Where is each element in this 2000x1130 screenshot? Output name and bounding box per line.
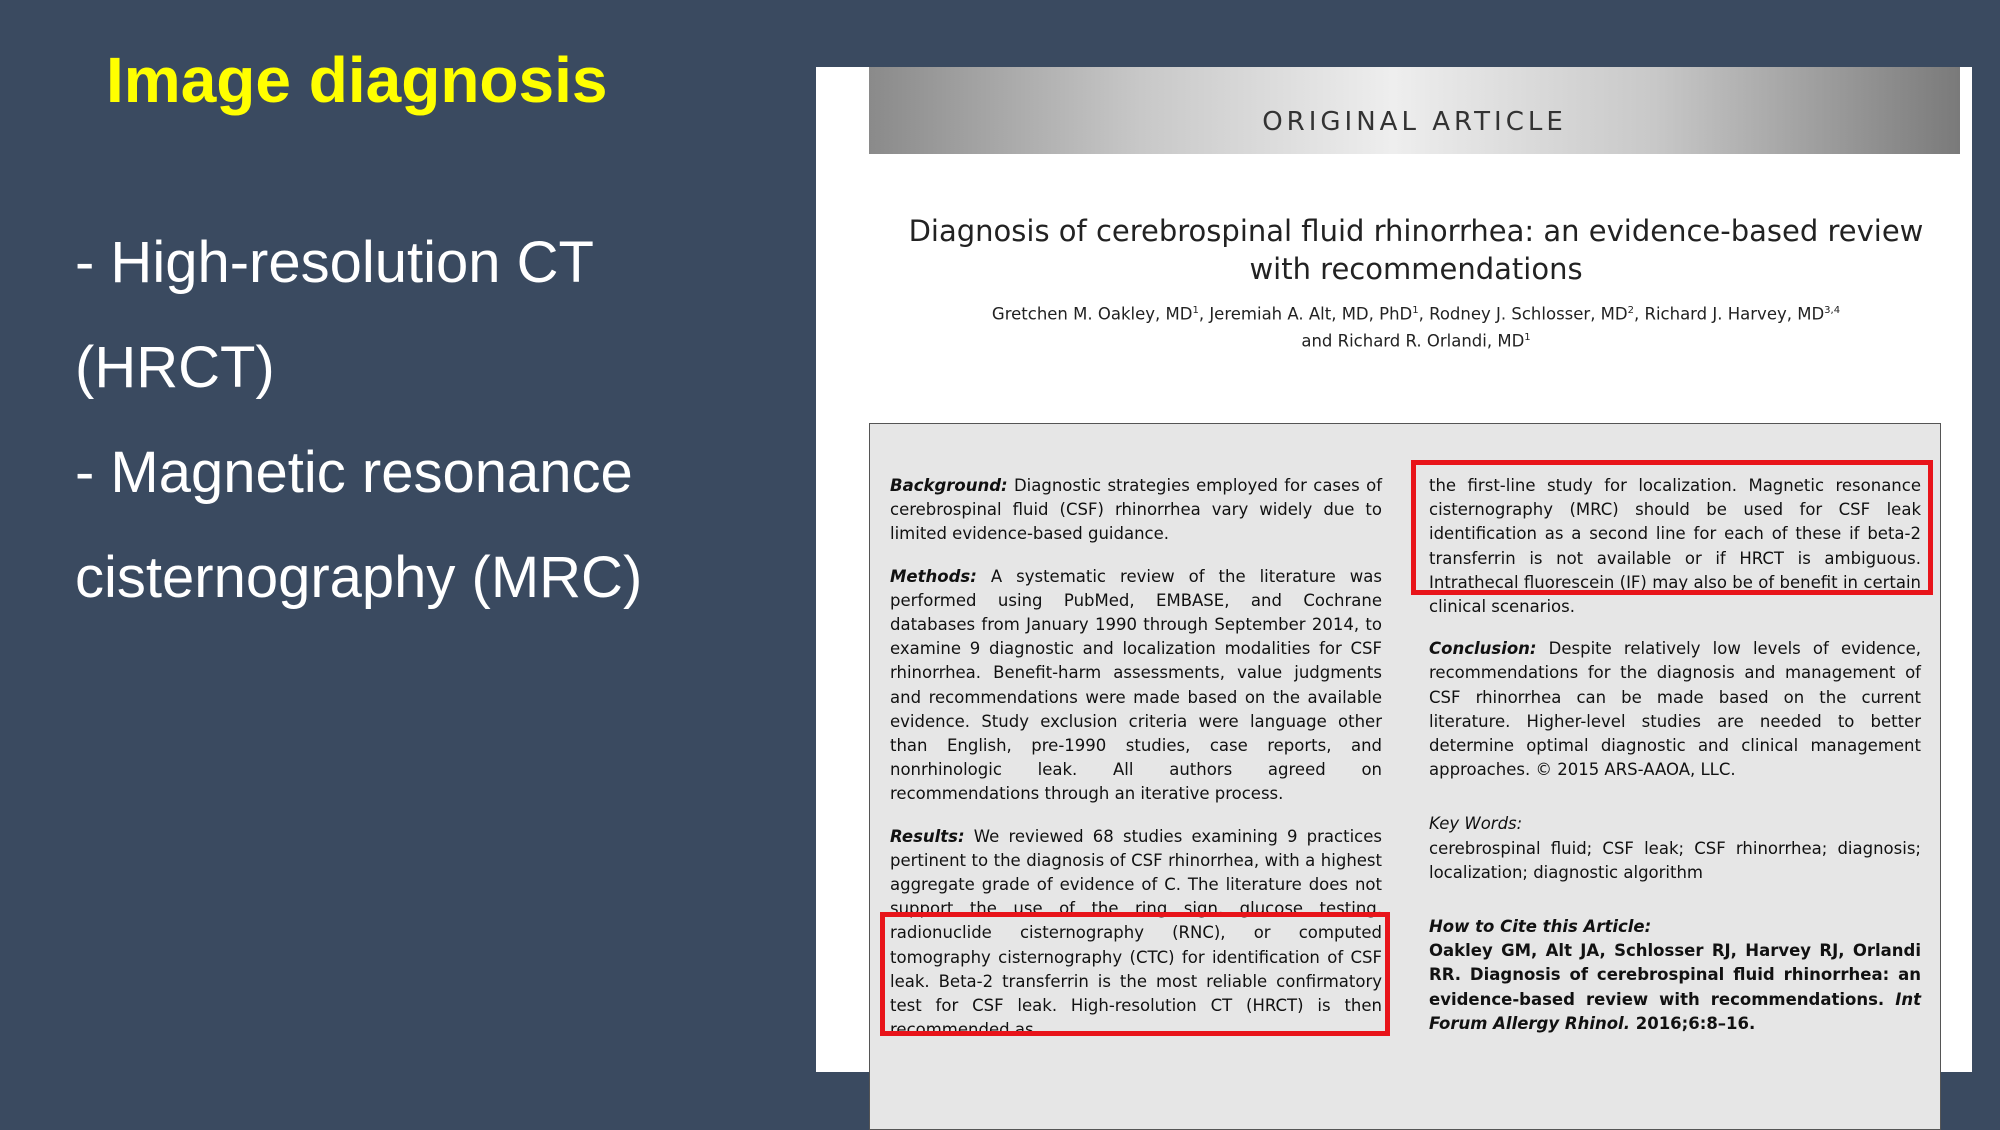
article-authors <box>876 299 1956 352</box>
methods-paragraph: Methods: A systematic review of the literature was performed using PubMed, EMBASE, and Cochrane databases from January 1990 through September 2014, to examine 9 diagnostic and localization modalities for CSF rhinorrhea. Benefit-harm assessments, value judgments and recommendations were made based on the available evidence. Study exclusion criteria were language other than English, pre-1990 studies, case reports, and nonrhinologic leak. All authors agreed on recommendations through an iterative process. <box>890 566 1382 804</box>
results-continued-paragraph: the first-line study for localization. Magnetic resonance cisternography (MRC) should be used for CSF leak identification as a second line for each of these if beta-2 transferrin is not available or if HRCT is ambiguous. Intrathecal fluorescein (IF) may also be of benefit in certain clinical scenarios. <box>1429 476 1921 617</box>
authors-line: and Richard R. Orlandi, $MD^1$ <box>1301 331 1531 350</box>
bullet-line: - High-resolution CT <box>75 230 594 295</box>
article-title-line: with recommendations <box>1249 252 1583 286</box>
citation-paragraph: How to Cite this Article: Oakley GM, Alt JA, Schlosser RJ, Harvey RJ, Orlandi RR. Diagnosis of cerebrospinal fluid rhinorrhea: an evidence-based review with recommendations. Int Forum Allergy Rhinol. 2016;6:8–16. <box>1429 917 1921 1033</box>
article-banner <box>869 67 1960 154</box>
highlight-box-first-line <box>1411 460 1933 595</box>
results-paragraph: Results: We reviewed 68 studies examining 9 practices pertinent to the diagnosis of CSF rhinorrhea, with a highest aggregate grade of evidence of C. The literature does not support the use of the ring sign, glucose testing, radionuclide cisternography (RNC), or computed tomography cisternography (CTC) for identification of CSF leak. Beta-2 transferrin is the most reliable confirmatory test for CSF leak. High-resolution CT (HRCT) is then recommended as <box>890 826 1382 1040</box>
background-paragraph: Background: Diagnostic strategies employed for cases of cerebrospinal fluid (CSF) rhinorrhea vary widely due to limited evidence-based guidance. <box>890 476 1382 544</box>
bullet-line: cisternography (MRC) <box>75 545 643 610</box>
bullet-line: - Magnetic resonance <box>75 440 633 505</box>
banner-label: ORIGINAL ARTICLE <box>1262 107 1567 137</box>
article-title-line: Diagnosis of cerebrospinal fluid rhinorrhea: an evidence-based review <box>908 214 1924 248</box>
authors-line: Gretchen M. Oakley, $MD^1$, Jeremiah A. Alt, MD, PhD$^1$, Rodney J. Schlosser, $MD^2$, Richard J. Harvey, MD$^{3,4}$ <box>991 304 1841 324</box>
bullet-line: (HRCT) <box>75 335 275 400</box>
article-title <box>876 212 1956 288</box>
keywords-paragraph: Key Words: cerebrospinal fluid; CSF leak; CSF rhinorrhea; diagnosis; localization; diagnostic algorithm <box>1429 814 1921 882</box>
bullet-list <box>75 210 775 630</box>
article-image <box>816 67 1972 1072</box>
conclusion-paragraph: Conclusion: Despite relatively low levels of evidence, recommendations for the diagnosis and management of CSF rhinorrhea can be made based on the current literature. Higher-level studies are needed to better determine optimal diagnostic and clinical management approaches. © 2015 ARS-AAOA, LLC. <box>1429 639 1921 780</box>
slide-title: Image diagnosis <box>106 44 608 116</box>
highlight-box-results <box>880 912 1390 1036</box>
